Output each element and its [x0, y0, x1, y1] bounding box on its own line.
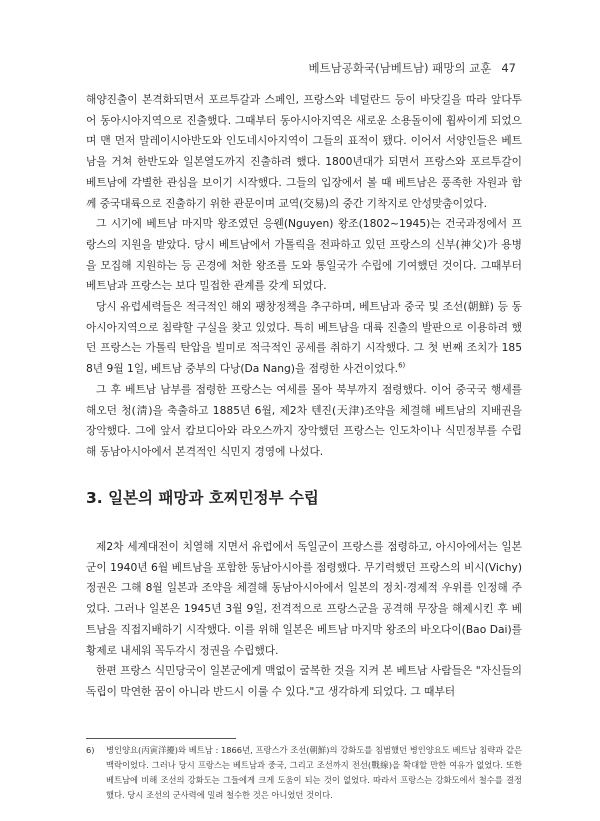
paragraph-4: 그 후 베트남 남부를 점령한 프랑스는 여세를 몰아 북부까지 점령했다. 이어 중국국 행세를 해오던 청(淸)을 축출하고 1885년 6월, 제2차 텐진(天津)조약을 체결해 베트남의 지배권을 장악했다. 그에 앞서 캄보디아와 라오스까지 장악했던 프랑스는 인도차이나 식민정부를 수립해 동남아시아에서 본격적인 식민지 경영에 나섰다. — [86, 382, 522, 458]
footnote-mark: 6) — [86, 745, 95, 755]
paragraph-3 — [86, 297, 522, 380]
section-title: 3. 일본의 패망과 호찌민정부 수립 — [86, 489, 319, 507]
footnote — [86, 743, 522, 803]
footnote-reference[interactable]: 6) — [398, 361, 406, 370]
paragraph-1: 해양진출이 본격화되면서 포르투갈과 스페인, 프랑스와 네덜란드 등이 바닷길을 따라 앞다투어 동아시아지역으로 진출했다. 그때부터 동아시아지역은 새로운 소용돌이에 휩싸이게 되었으며 맨 먼저 말레이시아반도와 인도네시아지역이 그들의 표적이 됐다. 이어서 서양인들은 베트남을 거쳐 한반도와 일본열도까지 진출하려 했다. 1800년대가 되면서 프랑스와 포르투갈이 베트남에 각별한 관심을 보이기 시작했다. 그들의 입장에서 볼 때 베트남은 풍족한 자원과 함께 중국대륙으로 진출하기 위한 관문이며 교역(交易)의 중간 기착지로 안성맞춤이었다. — [86, 93, 522, 210]
section-paragraph-2: 한편 프랑스 식민당국이 일본군에게 맥없이 굴복한 것을 지켜 본 베트남 사람들은 "자신들의 독립이 막연한 꿈이 아니라 반드시 이룰 수 있다."고 생각하게 되었다. 그 때부터 — [86, 664, 522, 698]
footnote-divider — [86, 738, 236, 739]
body-text — [86, 90, 522, 463]
running-title: 베트남공화국(남베트남) 패망의 교훈 — [308, 61, 492, 75]
section-paragraph-1: 제2차 세계대전이 치열해 지면서 유럽에서 독일군이 프랑스를 점령하고, 아시아에서는 일본군이 1940년 6월 베트남을 포함한 동남아시아를 점령했다. 무기력했던 프랑스의 비시(Vichy) 정권은 그해 8월 일본과 조약을 체결해 동남아시아에서 일본의 정치·경제적 우위를 인정해 주었다. 그러나 일본은 1945년 3월 9일, 전격적으로 프랑스군을 공격해 무장을 해제시킨 후 베트남을 직접지배하기 시작했다. 이를 위해 일본은 베트남 마지막 왕조의 바오다이(Bao Dai)를 황제로 내세워 꼭두각시 정권을 수립했다. — [86, 540, 522, 657]
paragraph-2: 그 시기에 베트남 마지막 왕조였던 응웬(Nguyen) 왕조(1802~1945)는 건국과정에서 프랑스의 지원을 받았다. 당시 베트남에서 가톨릭을 전파하고 있던 프랑스의 신부(神父)가 용병을 모집해 지원하는 등 곤경에 처한 왕조를 도와 통일국가 수립에 기여했던 것이다. 그때부터 베트남과 프랑스는 보다 밀접한 관계를 갖게 되었다. — [86, 217, 522, 293]
running-header — [308, 60, 516, 76]
section-body — [86, 537, 522, 703]
footnote-text: 병인양요(丙寅洋擾)와 베트남 : 1866년, 프랑스가 조선(朝鮮)의 강화도를 침범했던 병인양요도 베트남 침략과 같은 맥락이었다. 그러나 당시 프랑스는 베트남과 중국, 그리고 조선까지 전선(戰線)을 확대할 만한 여유가 없었다. 또한 베트남에 비해 조선의 강화도는 그들에게 크게 도움이 되는 것이 없었다. 따라서 프랑스는 강화도에서 철수를 결정했다. 당시 조선의 군사력에 밀려 철수한 것은 아니었던 것이다. — [106, 745, 522, 800]
page-number: 47 — [501, 61, 516, 75]
paragraph-3-text: 당시 유럽세력들은 적극적인 해외 팽창정책을 추구하며, 베트남과 중국 및 조선(朝鮮) 등 동아시아지역으로 침략할 구실을 찾고 있었다. 특히 베트남을 대륙 진출의 발판으로 이용하려 했던 프랑스는 가톨릭 탄압을 빌미로 적극적인 공세를 취하기 시작했다. 그 첫 번째 조치가 1858년 9월 1일, 베트남 중부의 다낭(Da Nang)을 점령한 사건이었다. — [86, 300, 522, 376]
